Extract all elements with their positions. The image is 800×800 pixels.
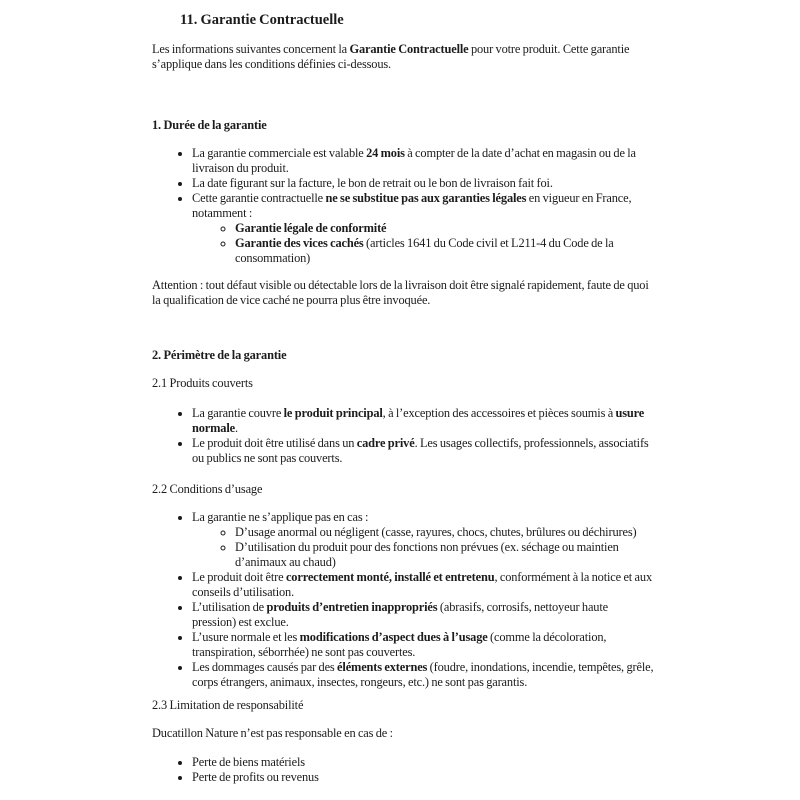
attention-paragraph: Attention : tout défaut visible ou détectable lors de la livraison doit être signalé rapidement, faute de quoi la qualification de vice caché ne pourra plus être invoquée.	[152, 278, 649, 307]
section-2-1-heading: 2.1 Produits couverts	[152, 376, 253, 390]
list-item	[192, 191, 654, 266]
list-item: • Le produit doit être correctement monté, installé et entretenu, conformément à la notice et aux conseils d’utilisation.	[192, 570, 654, 600]
section-2-2-list	[152, 510, 654, 690]
list-item: • L’utilisation de produits d’entretien inappropriés (abrasifs, corrosifs, nettoyeur haute pression) est exclue.	[192, 600, 654, 630]
sub-list-item: ◦ D’usage anormal ou négligent (casse, rayures, chocs, chutes, brûlures ou déchirures)	[235, 525, 654, 540]
section-1-list	[152, 146, 654, 266]
list-item: • L’usure normale et les modifications d’aspect dues à l’usage (comme la décoloration, transpiration, séborrhée) ne sont pas couvertes.	[192, 630, 654, 660]
list-item: • Perte de biens matériels	[192, 755, 654, 770]
section-1-heading: 1. Durée de la garantie	[152, 118, 267, 132]
list-item	[192, 510, 654, 570]
section-2-heading: 2. Périmètre de la garantie	[152, 348, 287, 362]
section-2-3-heading: 2.3 Limitation de responsabilité	[152, 698, 304, 712]
list-item: • Le produit doit être utilisé dans un cadre privé. Les usages collectifs, professionnels, associatifs ou publics ne sont pas couverts.	[192, 436, 654, 466]
list-item-text: La garantie ne s’applique pas en cas :	[192, 510, 369, 524]
liability-intro-paragraph: Ducatillon Nature n’est pas responsable en cas de :	[152, 726, 393, 740]
sub-list	[192, 221, 654, 266]
sub-list-item: ◦ D’utilisation du produit pour des fonctions non prévues (ex. séchage ou maintien d’animaux au chaud)	[235, 540, 654, 570]
list-item: • La date figurant sur la facture, le bon de retrait ou le bon de livraison fait foi.	[192, 176, 654, 191]
list-item: • Les dommages causés par des éléments externes (foudre, inondations, incendie, tempêtes, grêle, corps étrangers, animaux, insectes, rongeurs, etc.) ne sont pas garantis.	[192, 660, 654, 690]
sub-list	[192, 525, 654, 570]
section-2-2-heading: 2.2 Conditions d’usage	[152, 482, 263, 496]
intro-paragraph: Les informations suivantes concernent la Garantie Contractuelle pour votre produit. Cette garantie s’applique dans les conditions définies ci-dessous.	[152, 42, 630, 71]
section-2-3-list	[152, 755, 654, 785]
sub-list-item: ◦ Garantie des vices cachés (articles 1641 du Code civil et L211-4 du Code de la consommation)	[235, 236, 654, 266]
document-title: 11. Garantie Contractuelle	[180, 12, 344, 28]
list-item: • Perte de profits ou revenus	[192, 770, 654, 785]
section-2-1-list	[152, 406, 654, 466]
list-item-text: Cette garantie contractuelle ne se substitue pas aux garanties légales en vigueur en France, notamment :	[192, 191, 632, 220]
sub-list-item: ◦ Garantie légale de conformité	[235, 221, 654, 236]
list-item: • La garantie couvre le produit principal, à l’exception des accessoires et pièces soumis à usure normale.	[192, 406, 654, 436]
list-item: • La garantie commerciale est valable 24 mois à compter de la date d’achat en magasin ou de la livraison du produit.	[192, 146, 654, 176]
